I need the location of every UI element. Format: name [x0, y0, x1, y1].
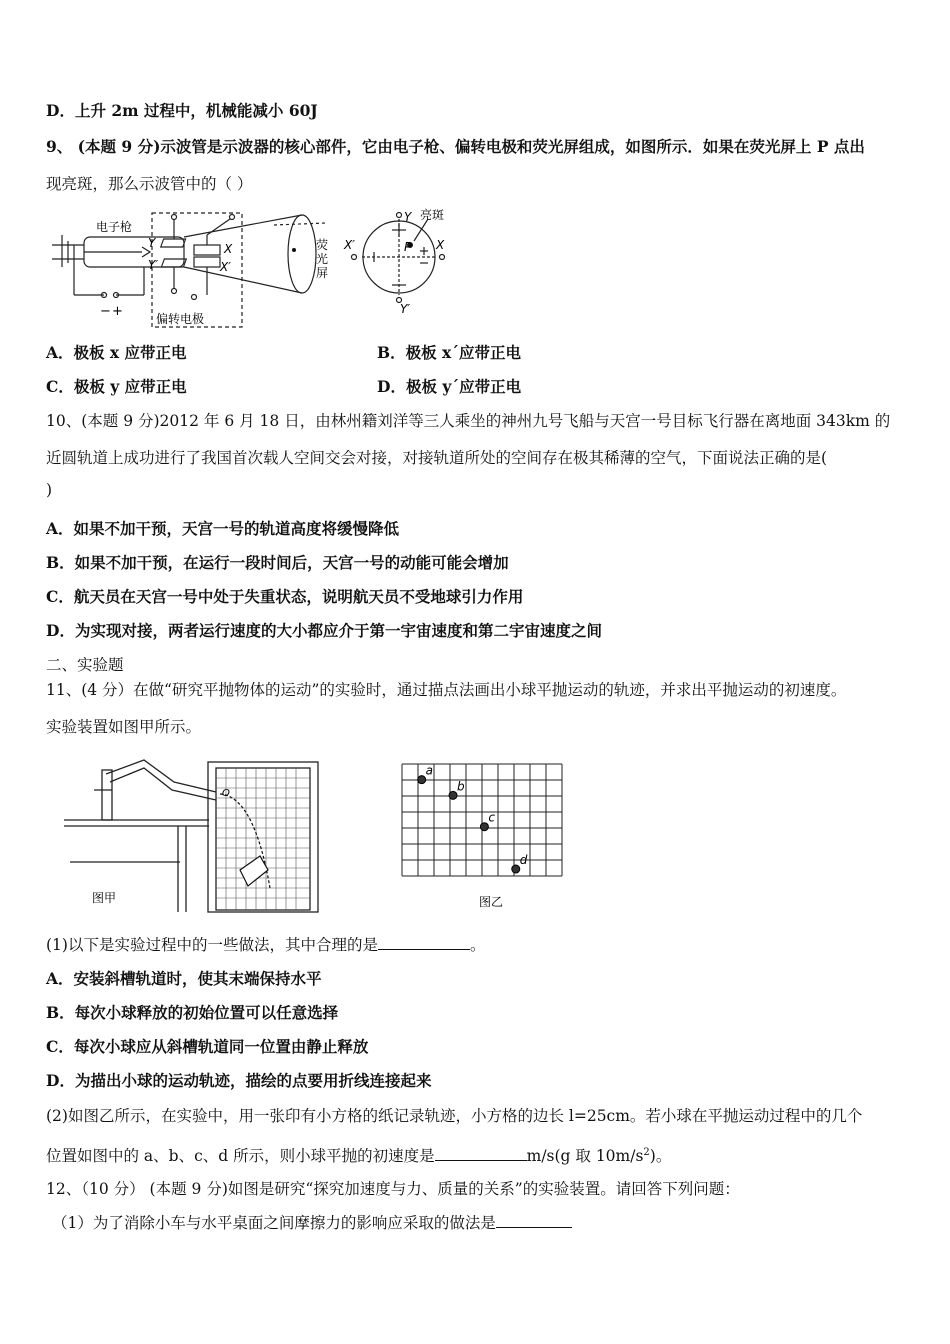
q11-stem-line2: 实验装置如图甲所示。	[46, 718, 202, 736]
figure-b-caption: 图乙	[479, 895, 504, 909]
q11-part1: (1)以下是实验过程中的一些做法，其中合理的是 。	[46, 936, 486, 954]
q11-option-d[interactable]: D．为描出小球的运动轨迹，描绘的点要用折线连接起来	[46, 1071, 432, 1090]
q12-stem-line1: 12、（10 分） (本题 9 分)如图是研究“探究加速度与力、质量的关系”的实验装置。请回答下列问题：	[46, 1180, 740, 1198]
svg-text:X′: X′	[220, 260, 231, 274]
oscilloscope-tube-figure	[44, 205, 464, 330]
q11-stem-line1: 11、(4 分）在做“研究平抛物体的运动”的实验时，通过描点法画出小球平抛运动的轨迹，并求出平抛运动的初速度。	[46, 681, 847, 699]
q10-option-a[interactable]: A．如果不加干预，天宫一号的轨道高度将缓慢降低	[46, 519, 400, 538]
trajectory-point-label: a	[425, 763, 434, 778]
trajectory-point-a	[418, 776, 426, 784]
q8-option-d: D．上升 2m 过程中，机械能减小 60J	[46, 101, 318, 120]
q11-option-b[interactable]: B．每次小球释放的初始位置可以任意选择	[46, 1003, 339, 1022]
q11-part2-blank[interactable]	[435, 1146, 527, 1161]
trajectory-point-d	[512, 865, 520, 873]
trajectory-point-b	[449, 791, 457, 799]
svg-text:X: X	[224, 242, 233, 256]
svg-text:P: P	[404, 240, 412, 254]
trajectory-point-c	[480, 823, 488, 831]
q11-option-a[interactable]: A．安装斜槽轨道时，使其末端保持水平	[46, 969, 322, 988]
figure-a-caption: 图甲	[92, 891, 117, 905]
svg-text:Y′: Y′	[400, 302, 411, 316]
q9-option-a[interactable]: A．极板 x 应带正电	[46, 343, 187, 362]
svg-text:X′: X′	[344, 238, 355, 252]
q10-stem-line3: )	[46, 481, 53, 499]
svg-text:荧: 荧	[316, 238, 329, 252]
trajectory-point-label: c	[488, 810, 496, 825]
electron-gun-label: 电子枪	[96, 220, 133, 234]
q10-option-d[interactable]: D．为实现对接，两者运行速度的大小都应介于第一宇宙速度和第二宇宙速度之间	[46, 621, 602, 640]
q12-part1: （1）为了消除小车与水平桌面之间摩擦力的影响应采取的做法是	[52, 1213, 572, 1233]
q10-stem-line2: 近圆轨道上成功进行了我国首次载人空间交会对接，对接轨道所处的空间存在极其稀薄的空气，下面说法正确的是(	[46, 449, 828, 467]
q10-stem-line1: 10、(本题 9 分)2012 年 6 月 18 日，由林州籍刘洋等三人乘坐的神州九号飞船与天宫一号目标飞行器在离地面 343km 的	[46, 412, 891, 430]
q9-option-b[interactable]: B．极板 x´应带正电	[377, 343, 521, 362]
svg-text:X: X	[436, 238, 445, 252]
q10-option-c[interactable]: C．航天员在天宫一号中处于失重状态，说明航天员不受地球引力作用	[46, 587, 524, 606]
svg-text:O: O	[222, 788, 230, 799]
apparatus-figure	[44, 752, 326, 917]
trajectory-grid-figure	[396, 758, 566, 913]
trajectory-point-label: d	[519, 853, 528, 868]
q10-option-b[interactable]: B．如果不加干预，在运行一段时间后，天宫一号的动能可能会增加	[46, 553, 509, 572]
q9-option-d[interactable]: D．极板 y´应带正电	[377, 377, 522, 396]
svg-text:屏: 屏	[316, 266, 329, 280]
svg-text:Y′: Y′	[148, 258, 159, 272]
section-title: 二、实验题	[46, 656, 124, 674]
svg-text:+: +	[112, 304, 123, 319]
q12-part1-blank[interactable]	[496, 1213, 572, 1228]
q11-part2-line1: (2)如图乙所示，在实验中，用一张印有小方格的纸记录轨迹，小方格的边长 l=25cm。若小球在平抛运动过程中的几个	[46, 1107, 863, 1125]
spot-label: 亮斑	[420, 208, 445, 222]
svg-text:−: −	[100, 304, 111, 319]
q11-part2-line2: 位置如图中的 a、b、c、d 所示，则小球平抛的初速度是 m/s(g 取 $10m/s^2$)。	[46, 1147, 672, 1166]
svg-text:光: 光	[316, 252, 329, 266]
svg-text:Y: Y	[404, 210, 412, 224]
q9-option-c[interactable]: C．极板 y 应带正电	[46, 377, 187, 396]
q9-stem-line1: 9、 (本题 9 分)示波管是示波器的核心部件，它由电子枪、偏转电极和荧光屏组成，如图所示．如果在荧光屏上 P 点出	[46, 137, 865, 156]
q11-option-c[interactable]: C．每次小球应从斜槽轨道同一位置由静止释放	[46, 1037, 369, 1056]
q11-part1-blank[interactable]	[378, 935, 470, 950]
q9-stem-line2: 现亮斑，那么示波管中的（ ）	[46, 175, 253, 193]
trajectory-point-label: b	[457, 779, 465, 794]
svg-text:Y: Y	[148, 236, 156, 250]
deflection-electrode-label: 偏转电极	[156, 312, 205, 326]
